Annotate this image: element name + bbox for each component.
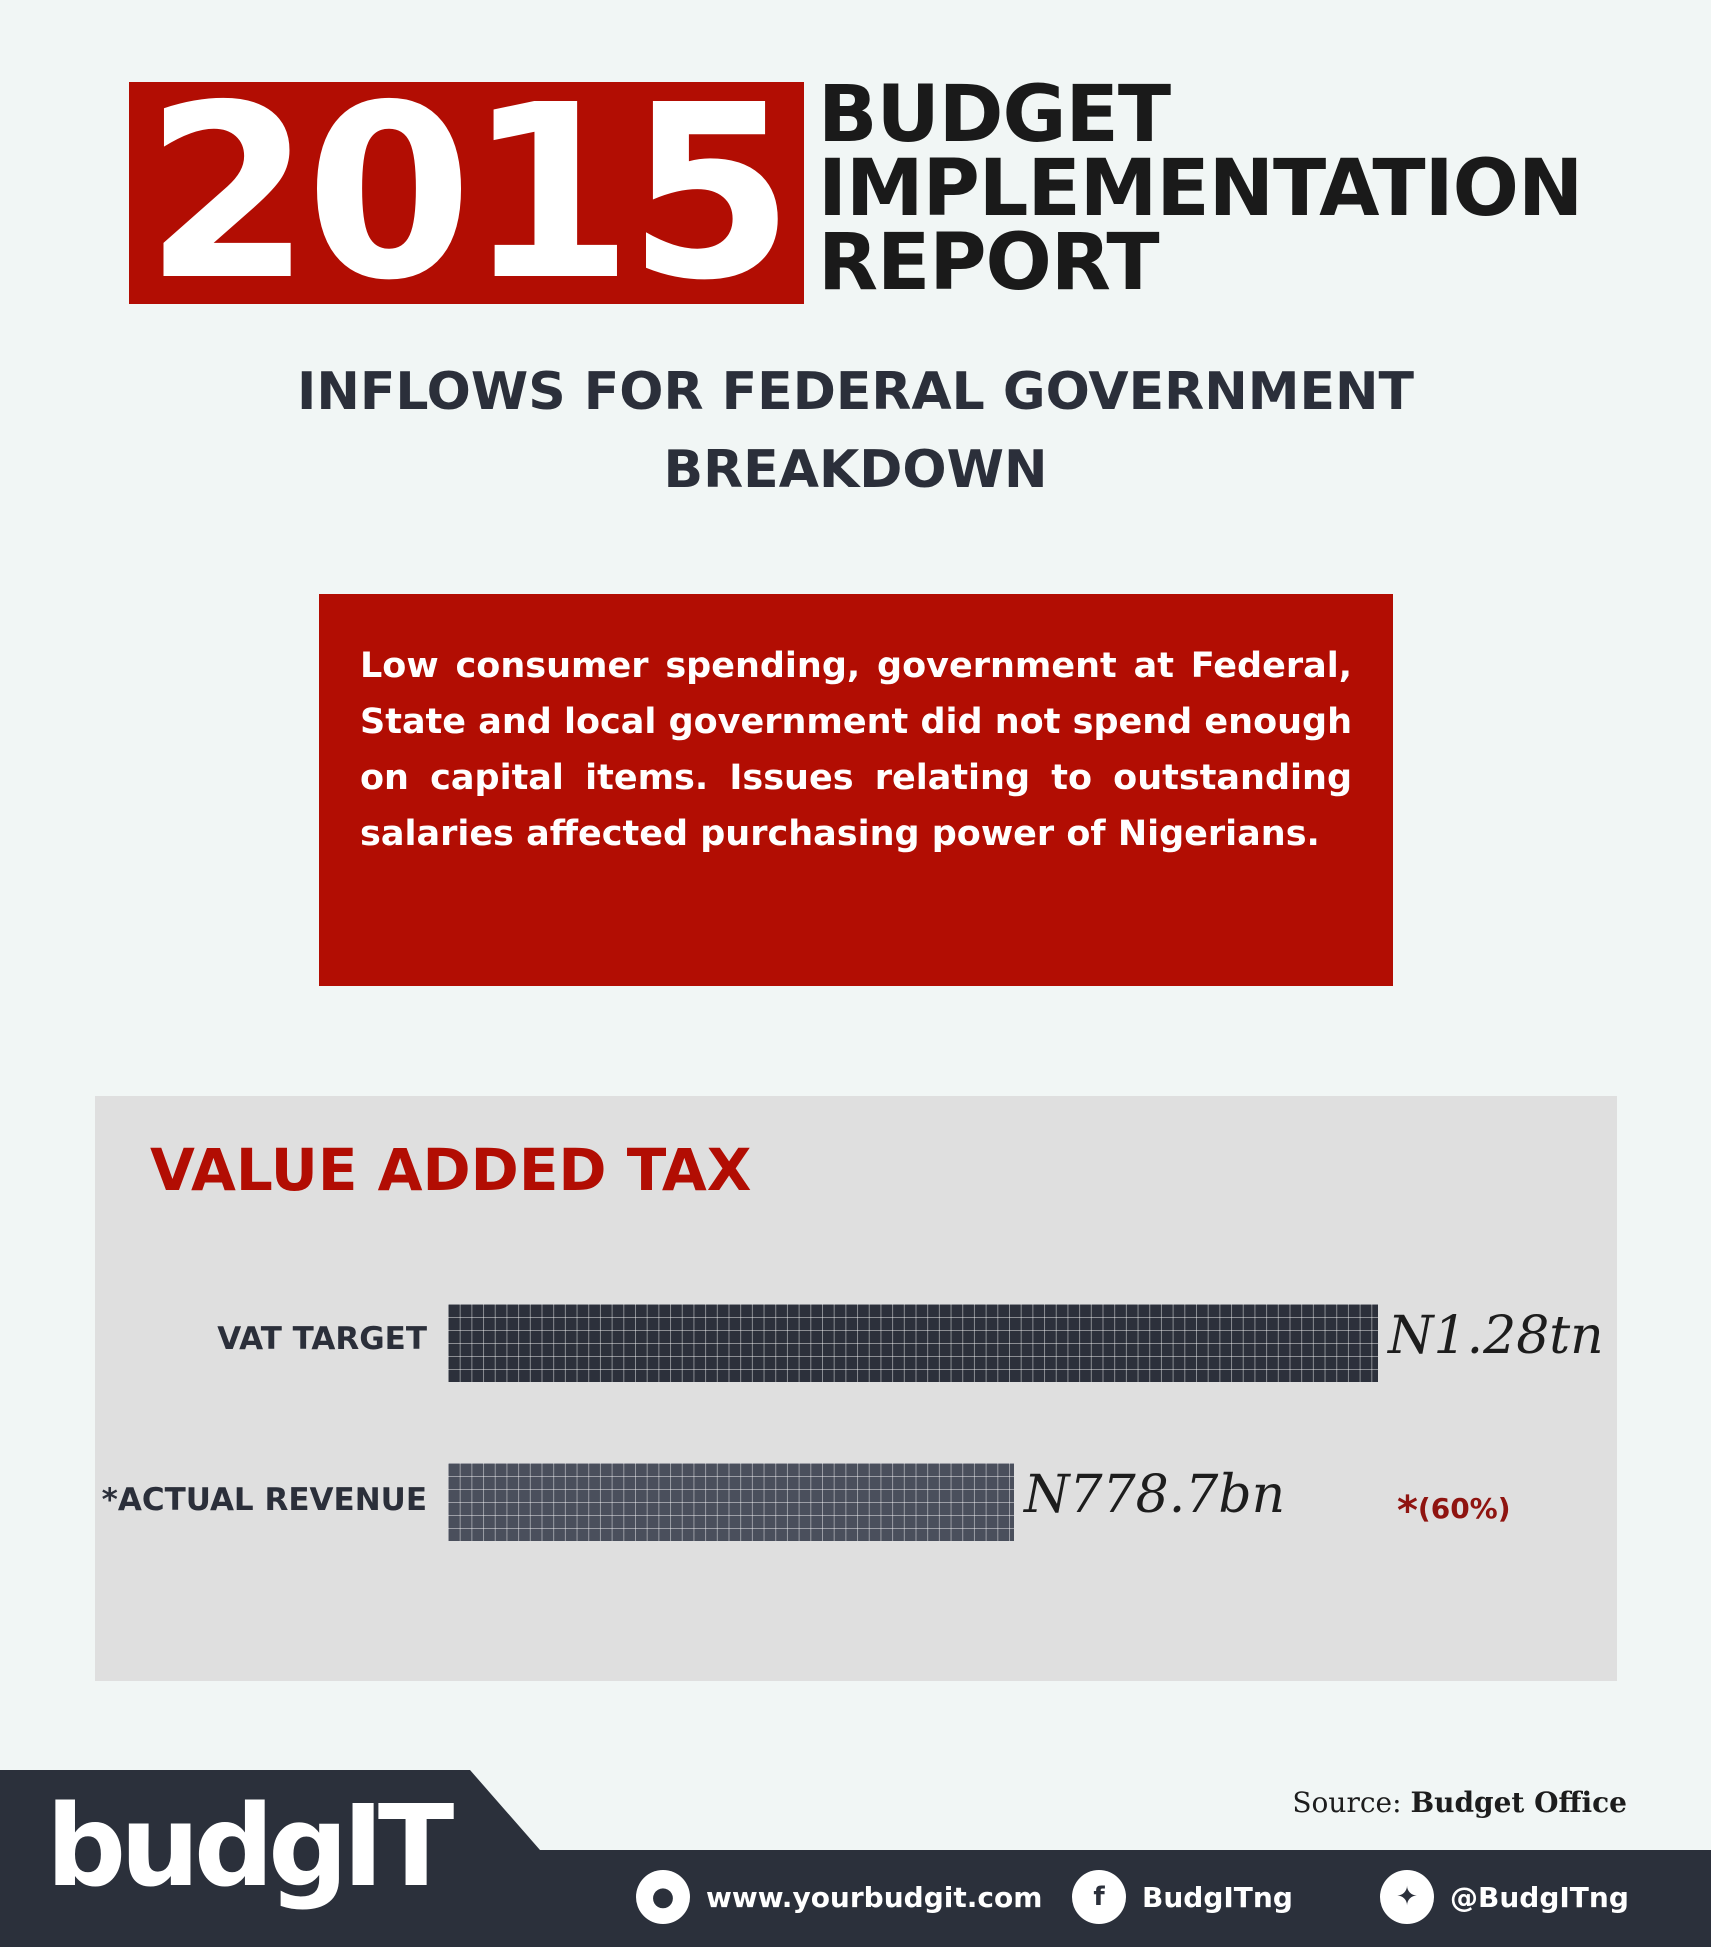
title-line-2: IMPLEMENTATION	[818, 144, 1583, 234]
explanation-box	[319, 594, 1393, 986]
twitter-icon: ✦	[1380, 1870, 1434, 1924]
twitter-label: @BudgITng	[1450, 1880, 1629, 1914]
section-subtitle	[0, 353, 1711, 509]
title-line-3: REPORT	[818, 218, 1159, 308]
subtitle-line-1: INFLOWS FOR FEDERAL GOVERNMENT	[297, 362, 1414, 422]
web-icon: ●	[636, 1870, 690, 1924]
twitter-link[interactable]	[1380, 1870, 1629, 1924]
percentage-annotation	[1397, 1488, 1511, 1534]
explanation-text: Low consumer spending, government at Federal, State and local government did not spend enough on capital items. Issues relating to outstanding salaries affected purchasing power of Nigerians.	[360, 646, 1352, 854]
source-label: Source:	[1292, 1786, 1402, 1819]
title-line-1: BUDGET	[818, 70, 1171, 160]
budgit-logo: budgIT	[46, 1782, 449, 1912]
bar-value-target: N1.28tn	[1388, 1306, 1604, 1366]
source-credit	[1292, 1786, 1627, 1819]
source-value: Budget Office	[1410, 1786, 1627, 1819]
bar-label-actual: *ACTUAL REVENUE	[101, 1482, 427, 1518]
bar-value-actual: N778.7bn	[1024, 1465, 1286, 1525]
bar-label-target: VAT TARGET	[217, 1321, 427, 1357]
facebook-link[interactable]	[1072, 1870, 1293, 1924]
bar-actual-revenue	[448, 1463, 1014, 1541]
website-label: www.yourbudgit.com	[706, 1880, 1043, 1914]
facebook-icon: f	[1072, 1870, 1126, 1924]
report-title	[818, 70, 1583, 308]
website-link[interactable]	[636, 1870, 1042, 1924]
bar-vat-target	[448, 1304, 1378, 1382]
year-banner: 2015	[129, 82, 804, 304]
vat-chart-panel	[95, 1096, 1617, 1681]
chart-title: VALUE ADDED TAX	[150, 1136, 752, 1204]
annotation-text: (60%)	[1417, 1492, 1511, 1525]
subtitle-line-2: BREAKDOWN	[663, 440, 1048, 500]
annotation-star: *	[1397, 1488, 1418, 1534]
facebook-label: BudgITng	[1142, 1880, 1293, 1914]
